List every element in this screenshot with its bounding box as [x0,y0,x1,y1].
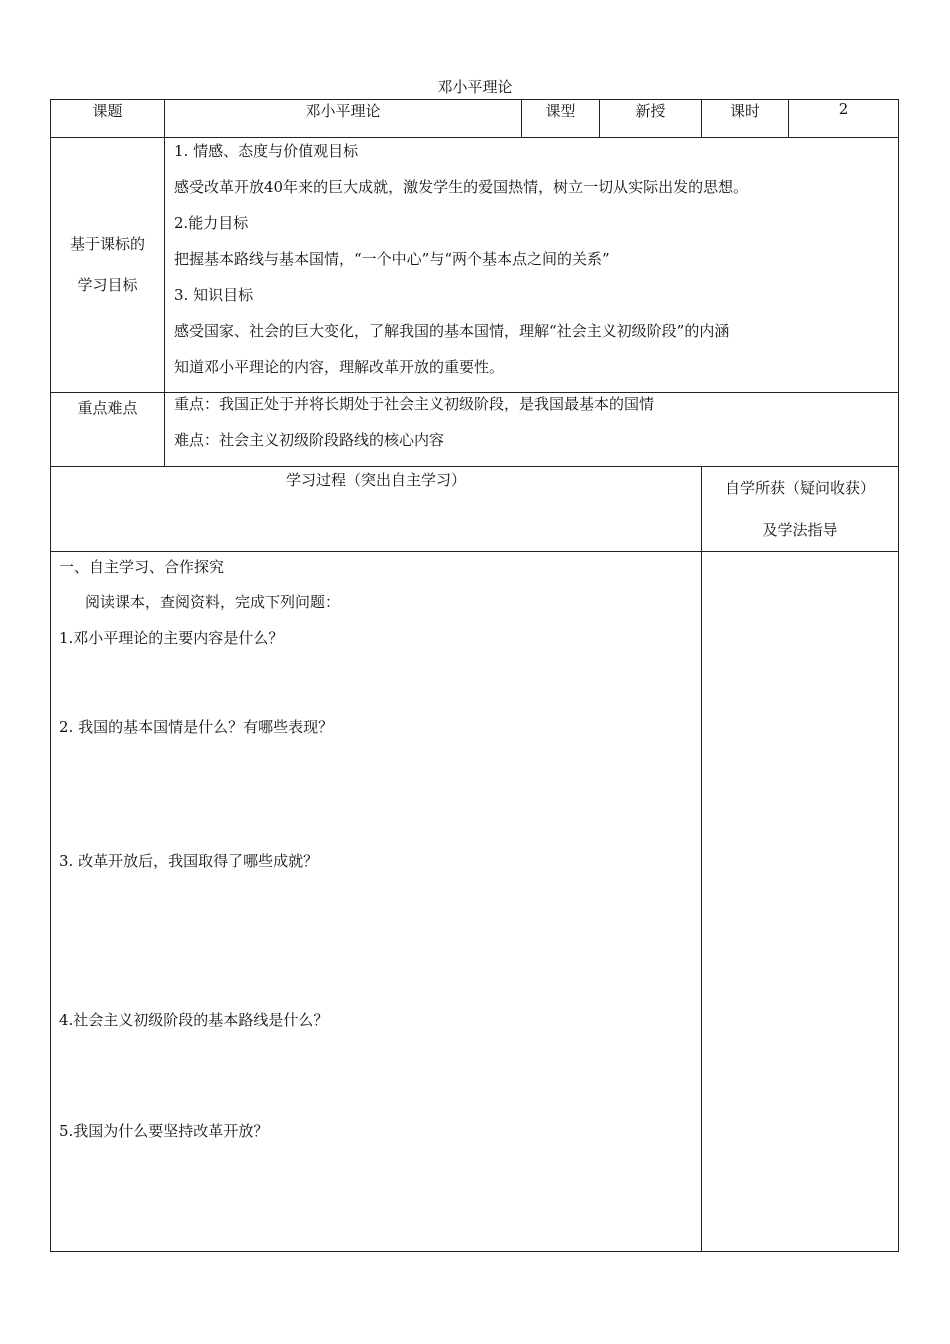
topic-label: 课题 [51,100,165,138]
lesson-plan-table [50,99,899,1252]
focus-text: 重点：我国正处于并将长期处于社会主义初级阶段，是我国最基本的国情 [174,395,655,413]
goal-line: 2.能力目标 [174,214,249,232]
process-header-row [51,467,899,552]
goals-content [165,138,899,393]
goal-line: 1. 情感、态度与价值观目标 [174,142,359,160]
process-header: 学习过程（突出自主学习） [51,467,702,552]
goals-label-line2: 学习目标 [77,276,138,294]
question-4: 4.社会主义初级阶段的基本路线是什么？ [59,1011,329,1029]
process-body-row [51,552,899,1252]
goal-line: 把握基本路线与基本国情，“一个中心”与“两个基本点之间的关系” [174,250,610,268]
type-label: 课型 [522,100,600,138]
question-1: 1.邓小平理论的主要内容是什么？ [59,629,284,647]
goals-label [51,138,165,393]
type-value: 新授 [600,100,702,138]
goal-line: 感受国家、社会的巨大变化，了解我国的基本国情，理解“社会主义初级阶段”的内涵 [174,322,730,340]
topic-value: 邓小平理论 [165,100,522,138]
document-title: 邓小平理论 [437,78,513,96]
goal-line: 知道邓小平理论的内容，理解改革开放的重要性。 [174,358,505,376]
goals-row [51,138,899,393]
header-row [51,100,899,138]
goal-line: 感受改革开放40年来的巨大成就，激发学生的爱国热情，树立一切从实际出发的思想。 [174,178,749,196]
difficulty-text: 难点：社会主义初级阶段路线的核心内容 [174,431,445,449]
key-points-row [51,393,899,467]
question-5: 5.我国为什么要坚持改革开放？ [59,1122,269,1140]
section-title: 一、自主学习、合作探究 [59,558,225,576]
goal-line: 3. 知识目标 [174,286,254,304]
self-study-header-line2: 及学法指导 [762,521,838,539]
hours-label: 课时 [702,100,789,138]
question-2: 2. 我国的基本国情是什么？有哪些表现？ [59,718,334,736]
self-study-header [702,467,899,552]
instruction-text: 阅读课本，查阅资料，完成下列问题： [85,593,341,611]
question-3: 3. 改革开放后，我国取得了哪些成就？ [59,852,319,870]
hours-value: 2 [789,100,899,138]
key-points-label: 重点难点 [51,393,165,467]
self-study-header-line1: 自学所获（疑问收获） [724,479,875,497]
key-points-content [165,393,899,467]
goals-label-line1: 基于课标的 [69,235,145,253]
self-study-notes-cell[interactable] [702,552,899,1252]
process-body [51,552,702,1252]
